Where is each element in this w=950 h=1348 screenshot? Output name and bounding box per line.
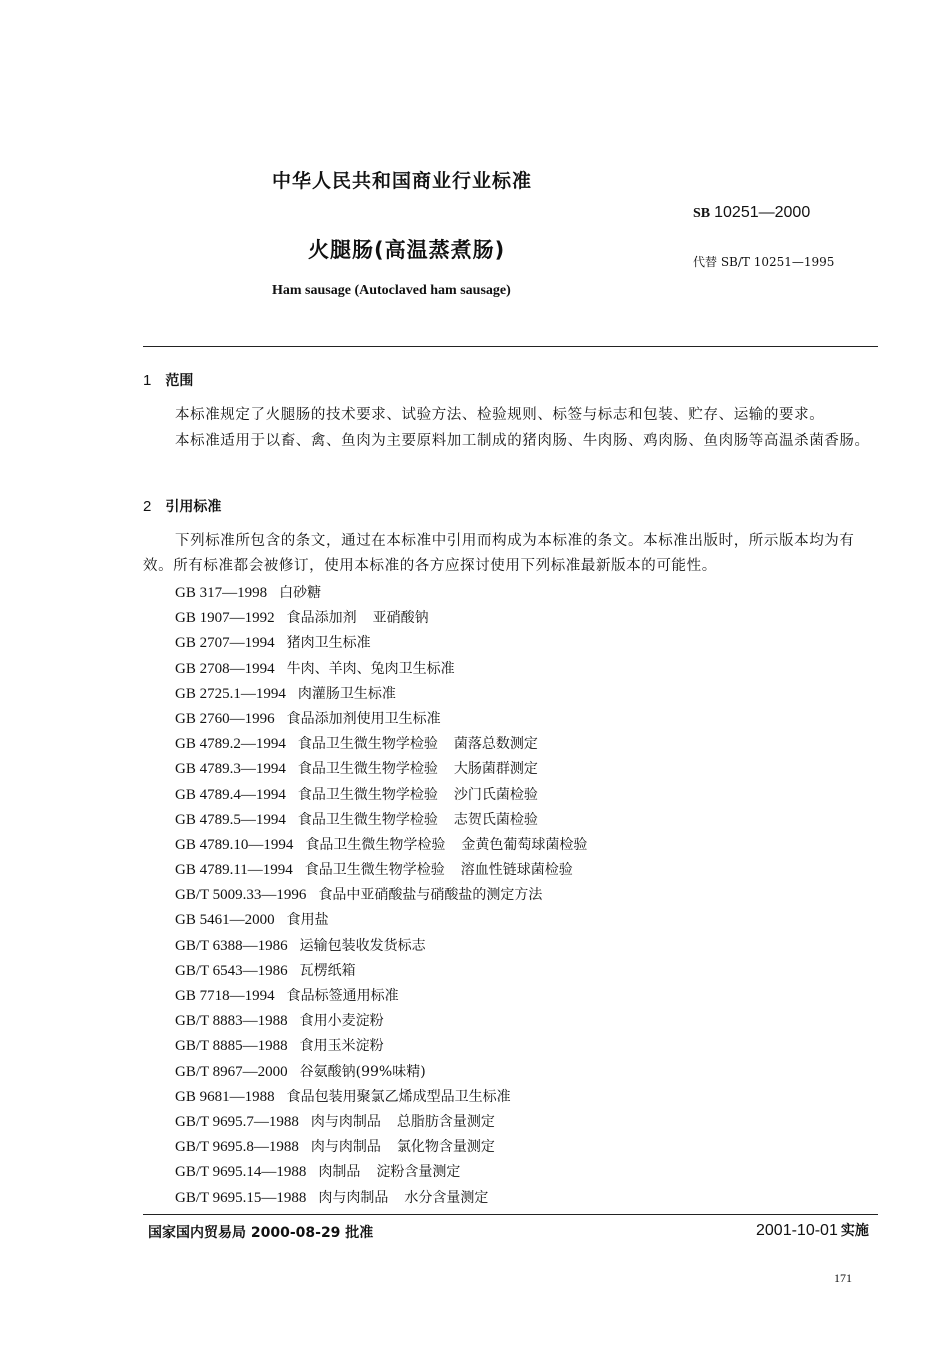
reference-title: 食品添加剂使用卫生标准 [286, 710, 441, 727]
reference-title: 肉制品 [318, 1164, 361, 1181]
reference-title: 白砂糖 [279, 585, 322, 601]
reference-code: GB 5461—2000 [175, 912, 275, 929]
reference-title: 食品卫生微生物学检验 [297, 786, 438, 803]
section-heading-2 [143, 496, 221, 516]
reference-subtitle: 金黄色葡萄球菌检验 [461, 836, 588, 853]
reference-title: 食品卫生微生物学检验 [304, 862, 445, 879]
reference-title: 食用盐 [286, 912, 329, 929]
reference-item [175, 1060, 587, 1085]
standard-number [693, 204, 810, 222]
reference-title: 食品卫生微生物学检验 [297, 736, 438, 753]
reference-item [175, 934, 587, 959]
section-number: 2 [143, 498, 152, 515]
header-divider [143, 346, 878, 347]
reference-item [175, 581, 587, 606]
reference-title: 谷氨酸钠(99%味精) [299, 1063, 426, 1080]
reference-subtitle: 菌落总数测定 [453, 736, 538, 753]
reference-code: GB 2707—1994 [175, 635, 275, 652]
reference-code: GB/T 9695.15—1988 [175, 1189, 307, 1206]
reference-item [175, 757, 587, 782]
reference-list [175, 581, 587, 1211]
reference-code: GB/T 8885—1988 [175, 1038, 288, 1055]
reference-title: 食品包装用聚氯乙烯成型品卫生标准 [286, 1088, 511, 1105]
reference-code: GB 4789.3—1994 [175, 761, 286, 778]
reference-code: GB 4789.11—1994 [175, 862, 293, 879]
document-title: 火腿肠(高温蒸煮肠) [308, 238, 506, 262]
reference-item [175, 808, 587, 833]
document-title-en: Ham sausage (Autoclaved ham sausage) [272, 283, 511, 298]
reference-item [175, 631, 587, 656]
reference-item [175, 682, 587, 707]
reference-subtitle: 溶血性链球菌检验 [460, 862, 573, 879]
reference-item [175, 1034, 587, 1059]
section-number: 1 [143, 372, 152, 389]
reference-title: 食品标签通用标准 [286, 988, 399, 1004]
reference-subtitle: 沙门氏菌检验 [453, 786, 538, 803]
reference-title: 食品中亚硝酸盐与硝酸盐的测定方法 [318, 887, 543, 904]
section-title: 引用标准 [165, 499, 222, 515]
reference-code: GB/T 9695.7—1988 [175, 1113, 299, 1130]
paragraph: 本标准适用于以畜、禽、鱼肉为主要原料加工制成的猪肉肠、牛肉肠、鸡肉肠、鱼肉肠等高温杀菌香肠。 [175, 433, 870, 449]
reference-code: GB 4789.4—1994 [175, 786, 286, 803]
reference-title: 食品卫生微生物学检验 [297, 761, 438, 778]
reference-subtitle: 淀粉含量测定 [376, 1164, 461, 1181]
reference-code: GB 1907—1992 [175, 610, 275, 627]
effective-line [756, 1220, 869, 1240]
reference-subtitle: 氯化物含量测定 [396, 1139, 495, 1156]
reference-item [175, 858, 587, 883]
reference-item [175, 657, 587, 682]
reference-code: GB 2725.1—1994 [175, 685, 286, 702]
reference-subtitle: 志贺氏菌检验 [453, 811, 538, 828]
reference-code: GB 4789.5—1994 [175, 811, 286, 828]
reference-item [175, 1110, 587, 1135]
reference-code: GB/T 8883—1988 [175, 1013, 288, 1030]
reference-code: GB 2760—1996 [175, 710, 275, 727]
reference-title: 食品卫生微生物学检验 [297, 811, 438, 828]
reference-item [175, 959, 587, 984]
reference-item [175, 1160, 587, 1185]
footer-divider [143, 1214, 878, 1215]
reference-code: GB 4789.10—1994 [175, 836, 294, 853]
reference-item [175, 1186, 587, 1211]
reference-item [175, 732, 587, 757]
reference-title: 食用玉米淀粉 [299, 1038, 384, 1055]
reference-code: GB 7718—1994 [175, 988, 275, 1004]
reference-code: GB 2708—1994 [175, 660, 275, 677]
reference-title: 牛肉、羊肉、兔肉卫生标准 [286, 660, 455, 677]
reference-item [175, 1009, 587, 1034]
standard-category: 中华人民共和国商业行业标准 [272, 170, 533, 192]
reference-title: 食品添加剂 [286, 610, 357, 627]
effective-date: 2001-10-01 [756, 1222, 838, 1239]
reference-title: 猪肉卫生标准 [286, 635, 371, 652]
reference-subtitle: 大肠菌群测定 [453, 761, 538, 778]
reference-title: 肉与肉制品 [318, 1189, 389, 1206]
reference-title: 食品卫生微生物学检验 [305, 836, 446, 853]
reference-item [175, 883, 587, 908]
reference-title: 食用小麦淀粉 [299, 1013, 384, 1030]
reference-item [175, 908, 587, 933]
reference-title: 肉与肉制品 [310, 1113, 381, 1130]
replaces-standard: 代替 SB/T 10251—1995 [693, 255, 835, 269]
section-heading-1 [143, 370, 193, 390]
page-number: 171 [834, 1271, 852, 1285]
standard-number-value: 10251—2000 [714, 204, 811, 221]
reference-code: GB/T 9695.8—1988 [175, 1139, 299, 1156]
paragraph: 本标准规定了火腿肠的技术要求、试验方法、检验规则、标签与标志和包装、贮存、运输的要求。 [175, 407, 825, 423]
reference-item [175, 606, 587, 631]
reference-item [175, 1085, 587, 1110]
reference-code: GB 317—1998 [175, 585, 268, 601]
reference-item [175, 1135, 587, 1160]
reference-subtitle: 亚硝酸钠 [372, 610, 429, 627]
reference-item [175, 833, 587, 858]
reference-title: 运输包装收发货标志 [299, 937, 426, 954]
reference-code: GB/T 9695.14—1988 [175, 1164, 307, 1181]
reference-subtitle: 总脂肪含量测定 [396, 1113, 495, 1130]
reference-title: 肉与肉制品 [310, 1139, 381, 1156]
reference-code: GB 4789.2—1994 [175, 736, 286, 753]
reference-code: GB 9681—1988 [175, 1088, 275, 1105]
standard-prefix: SB [693, 206, 711, 221]
reference-item [175, 984, 587, 1009]
reference-subtitle: 水分含量测定 [404, 1189, 489, 1206]
reference-code: GB/T 6543—1986 [175, 962, 288, 979]
reference-item [175, 783, 587, 808]
approval-line: 国家国内贸易局 2000-08-29 批准 [148, 1225, 374, 1241]
section-title: 范围 [165, 373, 194, 389]
reference-code: GB/T 8967—2000 [175, 1063, 288, 1080]
paragraph: 下列标准所包含的条文，通过在本标准中引用而构成为本标准的条文。本标准出版时，所示版本均为有效。所有标准都会被修订，使用本标准的各方应探讨使用下列标准最新版本的可能性。 [143, 533, 855, 574]
effective-label: 实施 [840, 1223, 869, 1239]
reference-title: 肉灌肠卫生标准 [297, 685, 396, 702]
reference-title: 瓦楞纸箱 [299, 962, 356, 979]
reference-code: GB/T 6388—1986 [175, 937, 288, 954]
reference-code: GB/T 5009.33—1996 [175, 887, 307, 904]
reference-item [175, 707, 587, 732]
